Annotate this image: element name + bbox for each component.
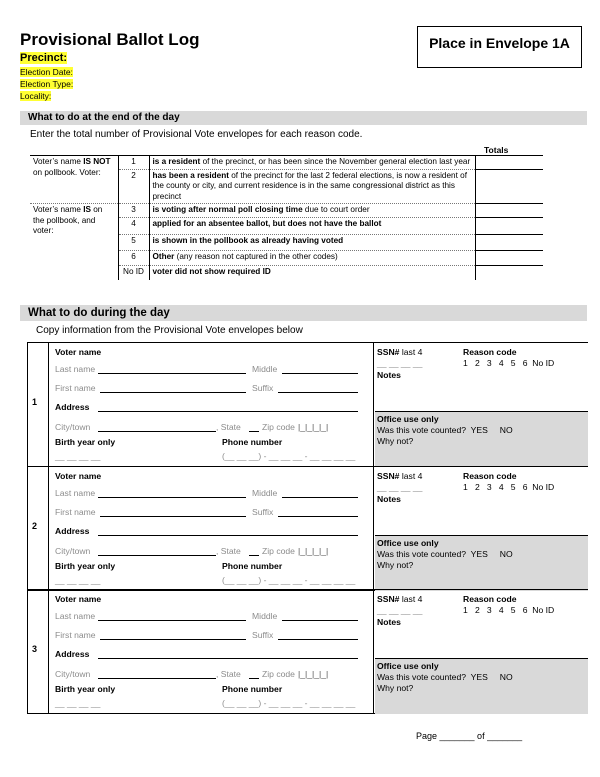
code-3-desc: is voting after normal poll closing time due to court order (149, 204, 475, 218)
state-label: , State (216, 422, 241, 432)
election-type-label: Election Type: (20, 79, 74, 89)
locality-label: Locality: (20, 91, 52, 101)
end-of-day-heading-text: What to do at the end of the day (28, 112, 180, 123)
voter-entry-3 (27, 589, 588, 714)
code-1: 1 (118, 156, 149, 170)
entry-number-cell (28, 467, 49, 590)
phone-blanks[interactable]: (__ __ __) - __ __ __ - __ __ __ __ (222, 575, 356, 585)
last-name-label: Last name (55, 611, 96, 621)
first-name-label: First name (55, 630, 96, 640)
during-day-heading (20, 305, 587, 321)
total-no-id[interactable] (475, 265, 543, 280)
city-label: City/town (55, 546, 91, 556)
first-name-line[interactable] (100, 392, 246, 393)
entry-number-cell (28, 590, 49, 713)
address-line[interactable] (98, 658, 358, 659)
code-4: 4 (118, 217, 149, 234)
total-1[interactable] (475, 156, 543, 170)
notes-label: Notes (377, 617, 401, 627)
office-use-box (375, 411, 588, 467)
code-5-desc: is shown in the pollbook as already having voted (149, 234, 475, 250)
total-5[interactable] (475, 234, 543, 250)
vote-counted-question[interactable]: Was this vote counted? YES NO (377, 672, 513, 682)
birth-year-label: Birth year only (55, 561, 116, 571)
why-not-label: Why not? (377, 683, 414, 693)
code-2-desc: has been a resident of the precinct for the last 2 federal elections, is now a resident of the county or city, and current residence is in the same congressional district as this precinct (149, 169, 475, 204)
suffix-line[interactable] (278, 516, 358, 517)
zip-boxes[interactable]: |_|_|_|_| (298, 422, 329, 432)
page-counter: Page _______ of _______ (416, 731, 523, 741)
group2-label: Voter’s name IS on the pollbook, and voter: (30, 204, 118, 281)
zip-boxes[interactable]: |_|_|_|_| (298, 546, 329, 556)
precinct-label: Precinct: (20, 52, 68, 64)
voter-entry-2 (27, 466, 588, 591)
suffix-label: Suffix (252, 630, 274, 640)
middle-label: Middle (252, 364, 278, 374)
code-6-desc: Other (any reason not captured in the other codes) (149, 250, 475, 265)
city-line[interactable] (98, 555, 216, 556)
address-label: Address (55, 649, 90, 659)
birth-year-label: Birth year only (55, 684, 116, 694)
vote-counted-question[interactable]: Was this vote counted? YES NO (377, 549, 513, 559)
state-label: , State (216, 546, 241, 556)
birth-year-blanks[interactable]: __ __ __ __ (55, 698, 101, 708)
city-label: City/town (55, 422, 91, 432)
during-day-instruction: Copy information from the Provisional Vote envelopes below (36, 325, 303, 336)
state-line[interactable] (249, 431, 259, 432)
middle-label: Middle (252, 611, 278, 621)
suffix-label: Suffix (252, 507, 274, 517)
office-use-label: Office use only (377, 661, 439, 671)
address-label: Address (55, 526, 90, 536)
first-name-line[interactable] (100, 516, 246, 517)
page-title: Provisional Ballot Log (20, 30, 200, 49)
office-use-box (375, 658, 588, 714)
reason-code-table (30, 155, 543, 280)
notes-label: Notes (377, 494, 401, 504)
last-name-line[interactable] (98, 497, 246, 498)
code-no-id-desc: voter did not show required ID (149, 265, 475, 280)
entry-divider (373, 467, 374, 590)
reason-code-options[interactable]: 1 2 3 4 5 6 No ID (463, 358, 555, 368)
during-day-heading-text: What to do during the day (28, 307, 170, 319)
code-1-desc: is a resident of the precinct, or has been since the November general election last year (149, 156, 475, 170)
total-2[interactable] (475, 169, 543, 204)
ssn-label: SSN# last 4 (377, 471, 423, 481)
entry-number: 2 (32, 521, 38, 531)
voter-name-label: Voter name (55, 347, 102, 357)
last-name-label: Last name (55, 364, 96, 374)
notes-label: Notes (377, 370, 401, 380)
first-name-line[interactable] (100, 639, 246, 640)
office-use-box (375, 535, 588, 591)
ssn-blanks[interactable]: __ __ __ __ (377, 358, 423, 368)
reason-code-options[interactable]: 1 2 3 4 5 6 No ID (463, 482, 555, 492)
code-5: 5 (118, 234, 149, 250)
voter-name-label: Voter name (55, 471, 102, 481)
entry-number-cell (28, 343, 49, 466)
entry-divider (373, 590, 374, 713)
code-no-id: No ID (118, 265, 149, 280)
middle-line[interactable] (282, 497, 358, 498)
why-not-label: Why not? (377, 560, 414, 570)
entry-divider (373, 343, 374, 466)
group1-label: Voter’s name IS NOT on pollbook. Voter: (30, 156, 118, 204)
city-line[interactable] (98, 678, 216, 679)
first-name-label: First name (55, 383, 96, 393)
end-of-day-heading (20, 111, 587, 125)
voter-entry-1 (27, 342, 588, 467)
birth-year-label: Birth year only (55, 437, 116, 447)
address-label: Address (55, 402, 90, 412)
entry-number: 3 (32, 644, 38, 654)
voter-name-label: Voter name (55, 594, 102, 604)
ssn-label: SSN# last 4 (377, 594, 423, 604)
city-label: City/town (55, 669, 91, 679)
suffix-line[interactable] (278, 392, 358, 393)
code-4-desc: applied for an absentee ballot, but does not have the ballot (149, 217, 475, 234)
state-label: , State (216, 669, 241, 679)
reason-code-label: Reason code (463, 594, 517, 604)
phone-label: Phone number (222, 561, 283, 571)
envelope-box-text: Place in Envelope 1A (429, 35, 570, 51)
office-use-label: Office use only (377, 414, 439, 424)
suffix-label: Suffix (252, 383, 274, 393)
zip-label: Zip code (262, 422, 295, 432)
vote-counted-question[interactable]: Was this vote counted? YES NO (377, 425, 513, 435)
phone-label: Phone number (222, 437, 283, 447)
envelope-box (417, 26, 582, 68)
city-line[interactable] (98, 431, 216, 432)
middle-line[interactable] (282, 373, 358, 374)
zip-label: Zip code (262, 546, 295, 556)
reason-code-label: Reason code (463, 471, 517, 481)
why-not-label: Why not? (377, 436, 414, 446)
address-line[interactable] (98, 411, 358, 412)
ssn-blanks[interactable]: __ __ __ __ (377, 605, 423, 615)
entry-number: 1 (32, 397, 38, 407)
reason-code-options[interactable]: 1 2 3 4 5 6 No ID (463, 605, 555, 615)
address-line[interactable] (98, 535, 358, 536)
phone-label: Phone number (222, 684, 283, 694)
code-6: 6 (118, 250, 149, 265)
state-line[interactable] (249, 555, 259, 556)
ssn-label: SSN# last 4 (377, 347, 423, 357)
middle-line[interactable] (282, 620, 358, 621)
birth-year-blanks[interactable]: __ __ __ __ (55, 451, 101, 461)
last-name-label: Last name (55, 488, 96, 498)
ssn-blanks[interactable]: __ __ __ __ (377, 482, 423, 492)
last-name-line[interactable] (98, 620, 246, 621)
last-name-line[interactable] (98, 373, 246, 374)
office-use-label: Office use only (377, 538, 439, 548)
total-4[interactable] (475, 217, 543, 234)
election-date-label: Election Date: (20, 67, 73, 77)
phone-blanks[interactable]: (__ __ __) - __ __ __ - __ __ __ __ (222, 698, 356, 708)
code-3: 3 (118, 204, 149, 218)
end-of-day-instruction: Enter the total number of Provisional Vote envelopes for each reason code. (30, 129, 363, 140)
zip-boxes[interactable]: |_|_|_|_| (298, 669, 329, 679)
birth-year-blanks[interactable]: __ __ __ __ (55, 575, 101, 585)
reason-code-label: Reason code (463, 347, 517, 357)
phone-blanks[interactable]: (__ __ __) - __ __ __ - __ __ __ __ (222, 451, 356, 461)
suffix-line[interactable] (278, 639, 358, 640)
state-line[interactable] (249, 678, 259, 679)
zip-label: Zip code (262, 669, 295, 679)
middle-label: Middle (252, 488, 278, 498)
code-2: 2 (118, 169, 149, 204)
first-name-label: First name (55, 507, 96, 517)
total-6[interactable] (475, 250, 543, 265)
total-3[interactable] (475, 204, 543, 218)
totals-label: Totals (484, 145, 509, 155)
